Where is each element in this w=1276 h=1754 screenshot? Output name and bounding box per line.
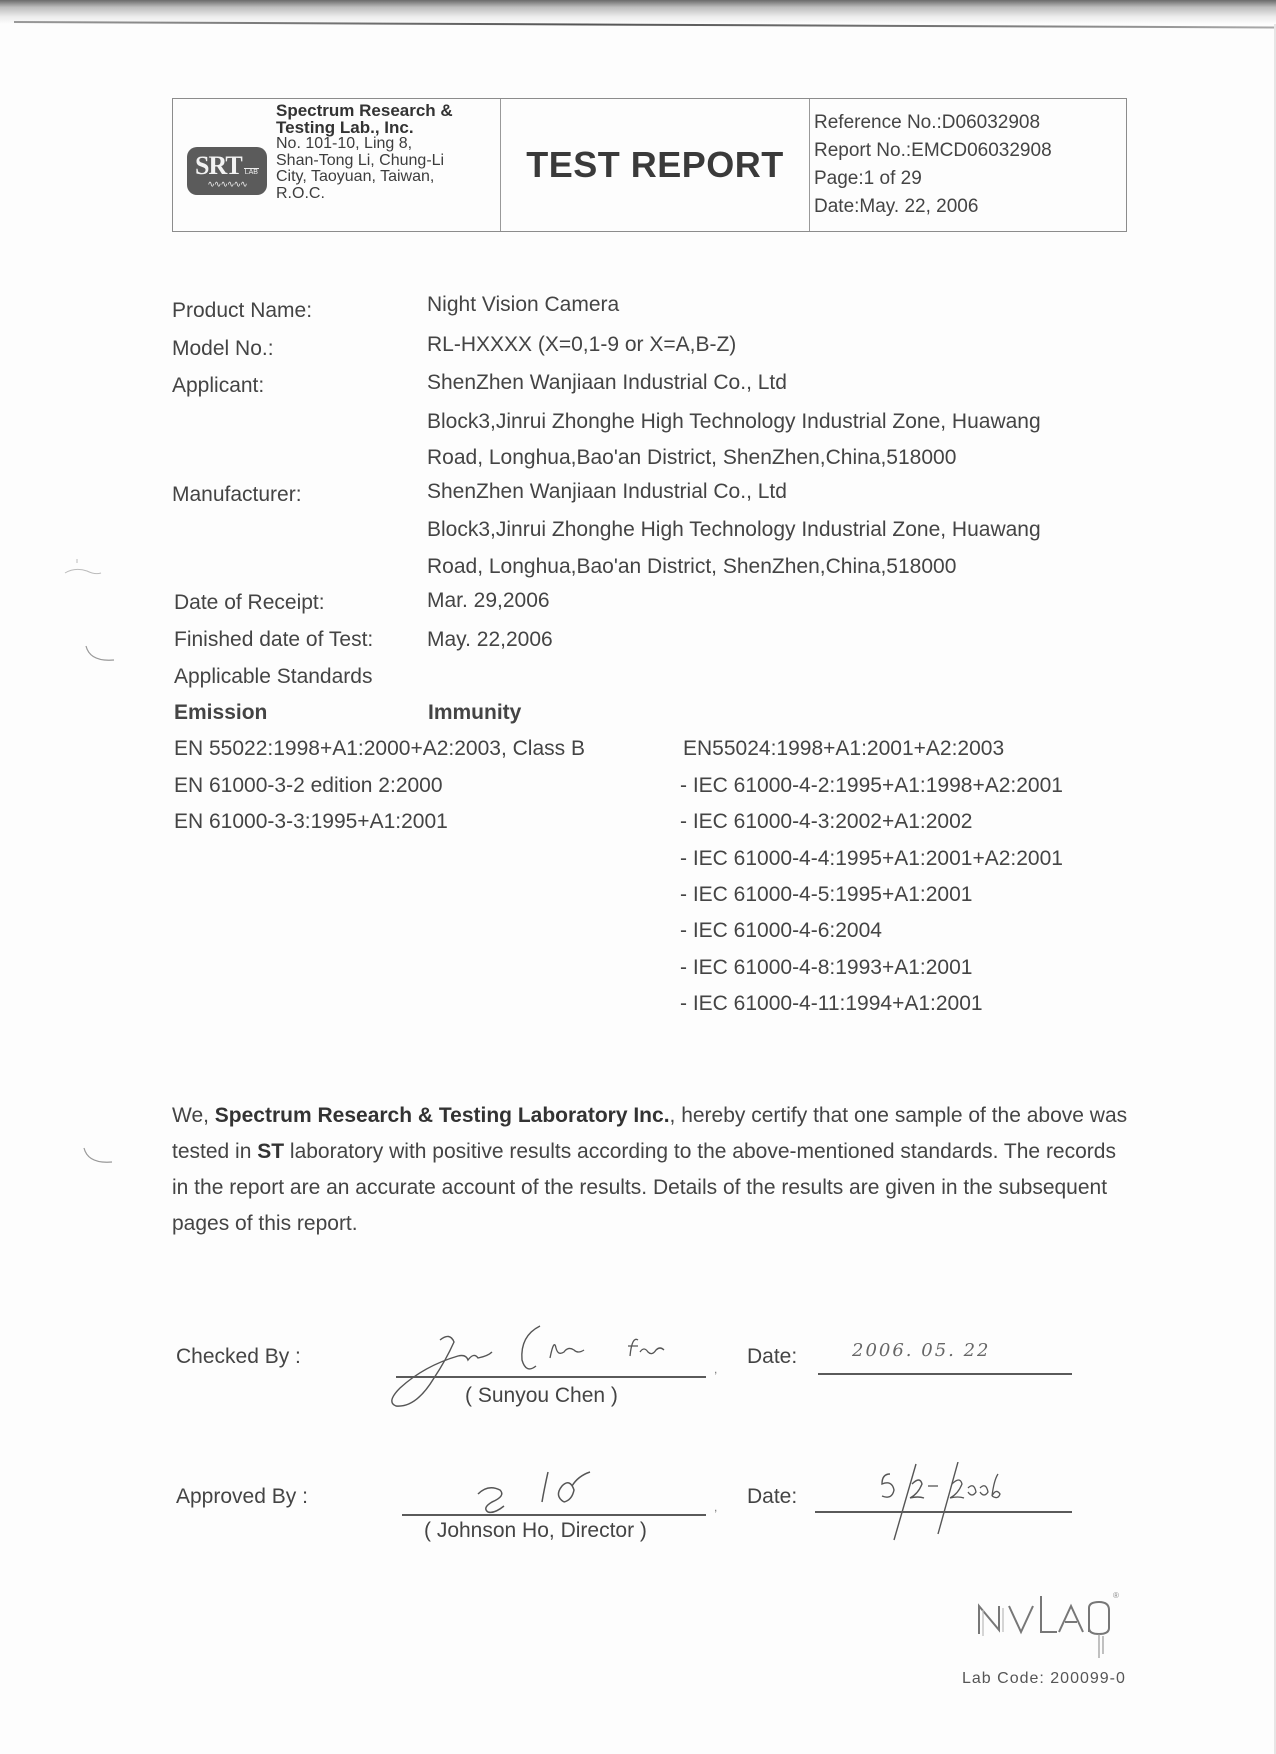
field-value: Mar. 29,2006: [427, 589, 550, 612]
immunity-standard: - IEC 61000-4-6:2004: [680, 919, 882, 942]
immunity-standard: - IEC 61000-4-5:1995+A1:2001: [680, 883, 973, 906]
immunity-standard: - IEC 61000-4-11:1994+A1:2001: [680, 992, 983, 1015]
approved-date-line: [815, 1511, 1072, 1513]
immunity-standard: - IEC 61000-4-3:2002+A1:2002: [680, 810, 973, 833]
logo-wave-icon: ∿∿∿∿∿∿: [207, 179, 247, 189]
reference-cell: [810, 99, 1126, 231]
approved-by-label: Approved By :: [176, 1485, 308, 1508]
immunity-heading: Immunity: [428, 701, 522, 724]
checked-date-line: [818, 1373, 1072, 1375]
field-value: ShenZhen Wanjiaan Industrial Co., Ltd: [427, 371, 787, 394]
checked-by-label: Checked By :: [176, 1345, 301, 1368]
field-label: Finished date of Test:: [174, 628, 374, 651]
checked-date-value: 2006. 05. 22: [852, 1340, 991, 1361]
nvlap-logo-icon: [975, 1588, 1135, 1668]
lab-address-line: R.O.C.: [276, 184, 325, 202]
scan-smudge: [55, 555, 105, 585]
logo-sub: LAB: [244, 169, 258, 176]
hole-punch-mark: [80, 1142, 120, 1172]
immunity-standard: - IEC 61000-4-4:1995+A1:2001+A2:2001: [680, 847, 1063, 870]
lab-address-line: No. 101-10, Ling 8,: [276, 135, 413, 152]
nvlap-logo: [975, 1588, 1135, 1673]
emission-standard: EN 55022:1998+A1:2000+A2:2003, Class B: [174, 737, 585, 760]
cert-text-rest: laboratory with positive results according to the above-mentioned standards. The records in the report are an accurate account of the results. Details of the results are given in the subsequent pages of this report.: [172, 1140, 1116, 1235]
field-value: May. 22,2006: [427, 628, 553, 651]
page-title: TEST REPORT: [526, 144, 784, 185]
field-value: Block3,Jinrui Zhonghe High Technology Industrial Zone, Huawang: [427, 410, 1041, 433]
approved-signature-icon: [460, 1466, 640, 1526]
field-value: Road, Longhua,Bao'an District, ShenZhen,China,518000: [427, 446, 957, 469]
lab-address-line: City, Taoyuan, Taiwan,: [276, 168, 435, 185]
field-value: Block3,Jinrui Zhonghe High Technology Industrial Zone, Huawang: [427, 518, 1041, 541]
field-value: RL-HXXXX (X=0,1-9 or X=A,B-Z): [427, 333, 737, 356]
scan-top-shadow: [0, 0, 1276, 24]
separator: ,: [714, 1362, 718, 1376]
report-no: Report No.:EMCD06032908: [814, 140, 1052, 161]
logo-text: SRT: [195, 151, 242, 180]
immunity-standard: EN55024:1998+A1:2001+A2:2003: [683, 737, 1005, 760]
approved-by-name: ( Johnson Ho, Director ): [424, 1519, 647, 1542]
checked-date-label: Date:: [747, 1345, 798, 1368]
field-value: Road, Longhua,Bao'an District, ShenZhen,China,518000: [427, 555, 957, 578]
cert-lab-name: Spectrum Research & Testing Laboratory Inc.: [214, 1104, 670, 1127]
page-number: Page:1 of 29: [814, 168, 922, 189]
srt-logo: [187, 147, 267, 195]
immunity-standard: - IEC 61000-4-8:1993+A1:2001: [680, 956, 973, 979]
field-label: Model No.:: [172, 337, 274, 360]
cert-st: ST: [257, 1140, 285, 1163]
standards-heading: Applicable Standards: [174, 665, 373, 688]
lab-name-line2: Testing Lab., Inc.: [276, 117, 414, 137]
report-header: [172, 98, 1127, 232]
cert-prefix: We,: [172, 1104, 215, 1127]
reference-no: Reference No.:D06032908: [814, 112, 1041, 133]
field-label: Manufacturer:: [172, 483, 302, 506]
report-date: Date:May. 22, 2006: [814, 196, 979, 217]
separator: ,: [714, 1500, 718, 1514]
lab-address-line: Shan-Tong Li, Chung-Li: [276, 151, 445, 169]
certification-statement: [172, 1098, 1132, 1242]
title-cell: [501, 99, 810, 231]
field-value: Night Vision Camera: [427, 293, 620, 316]
lab-name-line1: Spectrum Research &: [276, 101, 453, 120]
emission-standard: EN 61000-3-3:1995+A1:2001: [174, 810, 448, 833]
approved-date-label: Date:: [747, 1485, 798, 1508]
hole-punch-mark: [82, 640, 122, 670]
registered-mark: ®: [1113, 1591, 1119, 1600]
lab-info-cell: [173, 99, 501, 231]
emission-heading: Emission: [174, 701, 268, 724]
field-label: Date of Receipt:: [174, 591, 325, 614]
lab-code: Lab Code: 200099-0: [962, 1670, 1126, 1687]
emission-standard: EN 61000-3-2 edition 2:2000: [174, 774, 443, 797]
lab-address-block: [276, 103, 453, 202]
immunity-standard: - IEC 61000-4-2:1995+A1:1998+A2:2001: [680, 774, 1063, 797]
field-label: Product Name:: [172, 299, 313, 322]
approved-date-handwriting-icon: [868, 1462, 1068, 1552]
approved-signature-line: [402, 1514, 706, 1516]
checked-by-name: ( Sunyou Chen ): [465, 1384, 618, 1407]
field-value: ShenZhen Wanjiaan Industrial Co., Ltd: [427, 480, 787, 503]
field-label: Applicant:: [172, 374, 265, 397]
cert-text: , hereby certify that one sample of the above was tested in: [172, 1104, 1128, 1163]
checked-signature-line: [396, 1376, 706, 1378]
